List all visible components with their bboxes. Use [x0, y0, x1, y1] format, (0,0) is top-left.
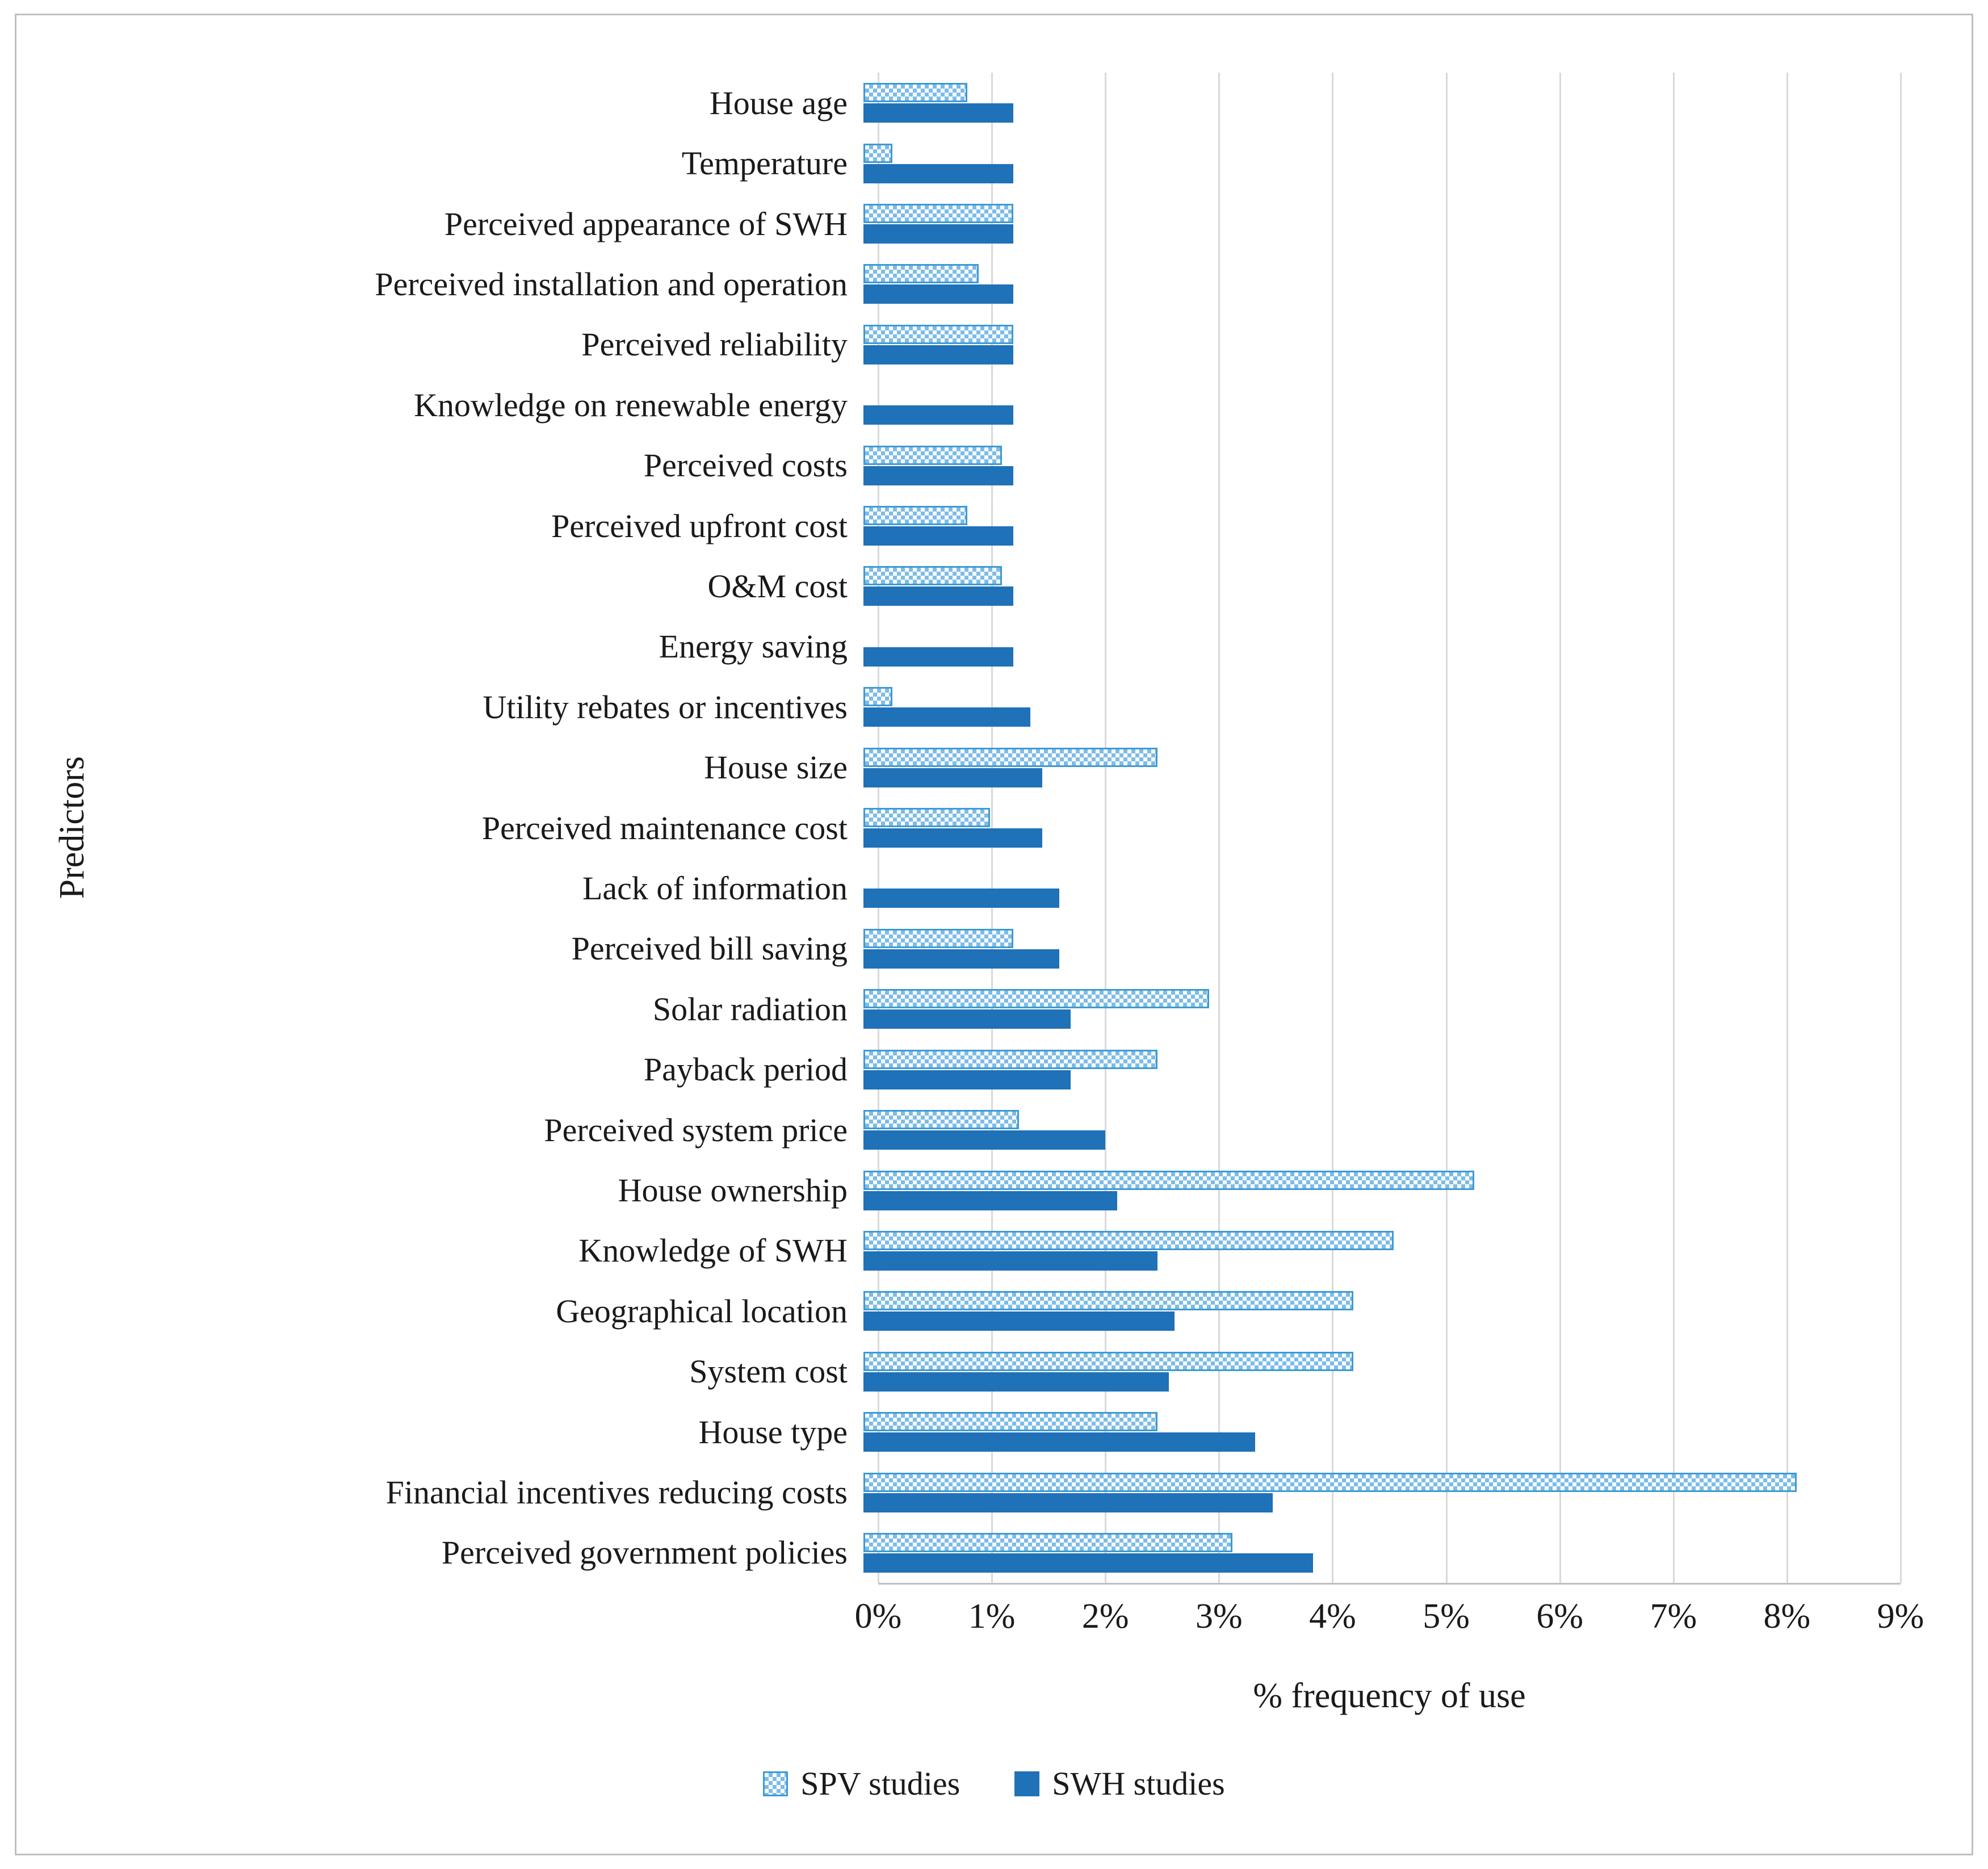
- legend-swatch: [763, 1771, 788, 1796]
- category-label: Solar radiation: [652, 990, 848, 1028]
- bar-swh: [863, 164, 1013, 183]
- category-label: House size: [704, 749, 848, 786]
- bar-swh: [863, 405, 1013, 425]
- category-label: Perceived appearance of SWH: [444, 205, 848, 242]
- bar-group: [18, 1221, 1901, 1281]
- bar-group: [18, 194, 1901, 254]
- category-label: Utility rebates or incentives: [483, 688, 848, 726]
- bar-group: [18, 435, 1901, 495]
- bar-swh: [863, 466, 1013, 485]
- bar-swh: [863, 345, 1013, 364]
- x-axis-title: % frequency of use: [1253, 1677, 1526, 1715]
- x-axis-ticks: [854, 1596, 1924, 1644]
- bar-group: [18, 677, 1901, 737]
- bar-group: [18, 133, 1901, 193]
- bar-cell: [863, 737, 1901, 797]
- category-label: Perceived costs: [643, 447, 848, 484]
- x-tick-label: 2%: [1081, 1597, 1129, 1636]
- bar-group: [18, 496, 1901, 556]
- bar-group: [18, 1342, 1901, 1402]
- bar-cell: [863, 133, 1901, 193]
- bar-spv: [863, 1533, 1232, 1552]
- bar-swh: [863, 1372, 1169, 1392]
- bar-spv: [863, 748, 1157, 767]
- category-label: Perceived installation and operation: [375, 265, 848, 303]
- bar-cell: [863, 1221, 1901, 1281]
- bar-group: [18, 979, 1901, 1039]
- bar-group: [18, 617, 1901, 677]
- bar-spv: [863, 687, 892, 706]
- bar-swh: [863, 768, 1042, 787]
- category-label: Perceived reliability: [581, 326, 848, 363]
- bar-spv: [863, 506, 967, 525]
- legend: [0, 1765, 1988, 1803]
- bar-swh: [863, 1553, 1313, 1573]
- bar-swh: [863, 828, 1042, 848]
- x-tick-label: 6%: [1536, 1597, 1583, 1636]
- bar-swh: [863, 526, 1013, 546]
- bar-cell: [863, 1100, 1901, 1160]
- category-label: House type: [698, 1413, 848, 1451]
- category-label: Payback period: [643, 1051, 848, 1088]
- bar-group: [18, 1100, 1901, 1160]
- bar-swh: [863, 284, 1013, 304]
- legend-item: [763, 1765, 960, 1803]
- category-label: Knowledge on renewable energy: [414, 386, 848, 424]
- bar-swh: [863, 647, 1013, 667]
- bar-spv: [863, 566, 1002, 585]
- bar-swh: [863, 949, 1059, 969]
- bar-cell: [863, 73, 1901, 133]
- bar-cell: [863, 798, 1901, 858]
- category-label: House age: [709, 84, 848, 121]
- bar-swh: [863, 103, 1013, 123]
- bar-spv: [863, 1231, 1394, 1250]
- legend-label: SWH studies: [1052, 1765, 1225, 1802]
- category-label: Perceived government policies: [441, 1534, 848, 1572]
- bar-swh: [863, 1311, 1175, 1331]
- bar-cell: [863, 435, 1901, 495]
- bar-group: [18, 858, 1901, 918]
- bar-spv: [863, 1412, 1157, 1431]
- category-label: Energy saving: [659, 628, 848, 665]
- x-tick-label: 1%: [968, 1597, 1016, 1636]
- x-tick-label: 7%: [1650, 1597, 1697, 1636]
- bar-swh: [863, 1432, 1255, 1452]
- bar-cell: [863, 375, 1901, 435]
- bar-group: [18, 73, 1901, 133]
- bar-group: [18, 254, 1901, 314]
- bar-spv: [863, 1110, 1019, 1129]
- bar-spv: [863, 808, 990, 827]
- category-label: Perceived bill saving: [571, 930, 848, 967]
- category-label: House ownership: [618, 1172, 848, 1209]
- bar-swh: [863, 1130, 1105, 1150]
- bar-cell: [863, 1523, 1901, 1583]
- category-label: O&M cost: [707, 567, 848, 605]
- category-label: Geographical location: [556, 1292, 848, 1330]
- x-tick-label: 3%: [1196, 1597, 1243, 1636]
- bar-swh: [863, 586, 1013, 606]
- bar-cell: [863, 979, 1901, 1039]
- bar-group: [18, 556, 1901, 616]
- legend-label: SPV studies: [800, 1765, 961, 1802]
- bar-spv: [863, 1473, 1797, 1492]
- bar-spv: [863, 446, 1002, 465]
- bar-swh: [863, 1251, 1157, 1271]
- bar-cell: [863, 677, 1901, 737]
- legend-swatch: [1014, 1771, 1039, 1796]
- bar-cell: [863, 1160, 1901, 1220]
- x-tick-label: 9%: [1877, 1597, 1924, 1636]
- bar-cell: [863, 617, 1901, 677]
- bar-cell: [863, 194, 1901, 254]
- category-label: Temperature: [681, 145, 848, 182]
- legend-item: [1014, 1765, 1225, 1803]
- bar-group: [18, 919, 1901, 979]
- bar-group: [18, 1281, 1901, 1341]
- bar-spv: [863, 325, 1013, 344]
- bar-swh: [863, 1070, 1071, 1089]
- bar-swh: [863, 224, 1013, 244]
- category-label: Financial incentives reducing costs: [385, 1474, 848, 1511]
- bar-group: [18, 375, 1901, 435]
- bar-cell: [863, 496, 1901, 556]
- bar-cell: [863, 1342, 1901, 1402]
- bar-cell: [863, 556, 1901, 616]
- bar-cell: [863, 1462, 1901, 1522]
- bar-spv: [863, 204, 1013, 223]
- bar-swh: [863, 1493, 1273, 1512]
- x-tick-label: 4%: [1309, 1597, 1356, 1636]
- category-label: Lack of information: [582, 869, 848, 907]
- bar-group: [18, 1523, 1901, 1583]
- category-label: System cost: [689, 1353, 848, 1390]
- bar-group: [18, 798, 1901, 858]
- bar-spv: [863, 929, 1013, 948]
- bar-group: [18, 1160, 1901, 1220]
- bar-swh: [863, 889, 1059, 908]
- category-label: Perceived system price: [544, 1111, 848, 1149]
- bar-group: [18, 315, 1901, 375]
- bar-cell: [863, 919, 1901, 979]
- bar-spv: [863, 1352, 1353, 1371]
- bar-spv: [863, 1171, 1474, 1190]
- y-axis-title-text: Predictors: [53, 756, 91, 899]
- plot-rows: [18, 73, 1901, 1583]
- x-tick-label: 5%: [1423, 1597, 1470, 1636]
- x-tick-label: 8%: [1763, 1597, 1811, 1636]
- x-tick-label: 0%: [854, 1597, 902, 1636]
- category-label: Knowledge of SWH: [578, 1232, 848, 1269]
- bar-spv: [863, 83, 967, 102]
- bar-cell: [863, 1281, 1901, 1341]
- bar-swh: [863, 1009, 1071, 1029]
- category-label: Perceived upfront cost: [551, 507, 848, 544]
- bar-swh: [863, 1191, 1117, 1210]
- bar-group: [18, 1462, 1901, 1522]
- bar-cell: [863, 254, 1901, 314]
- bar-group: [18, 737, 1901, 797]
- bar-spv: [863, 264, 979, 283]
- bar-cell: [863, 315, 1901, 375]
- bar-cell: [863, 1402, 1901, 1462]
- bar-spv: [863, 989, 1209, 1008]
- bar-swh: [863, 707, 1030, 727]
- bar-group: [18, 1402, 1901, 1462]
- bar-cell: [863, 858, 1901, 918]
- bar-spv: [863, 1291, 1353, 1310]
- category-label: Perceived maintenance cost: [481, 809, 848, 847]
- bar-group: [18, 1040, 1901, 1100]
- bar-cell: [863, 1040, 1901, 1100]
- bar-spv: [863, 144, 892, 163]
- bar-spv: [863, 1050, 1157, 1069]
